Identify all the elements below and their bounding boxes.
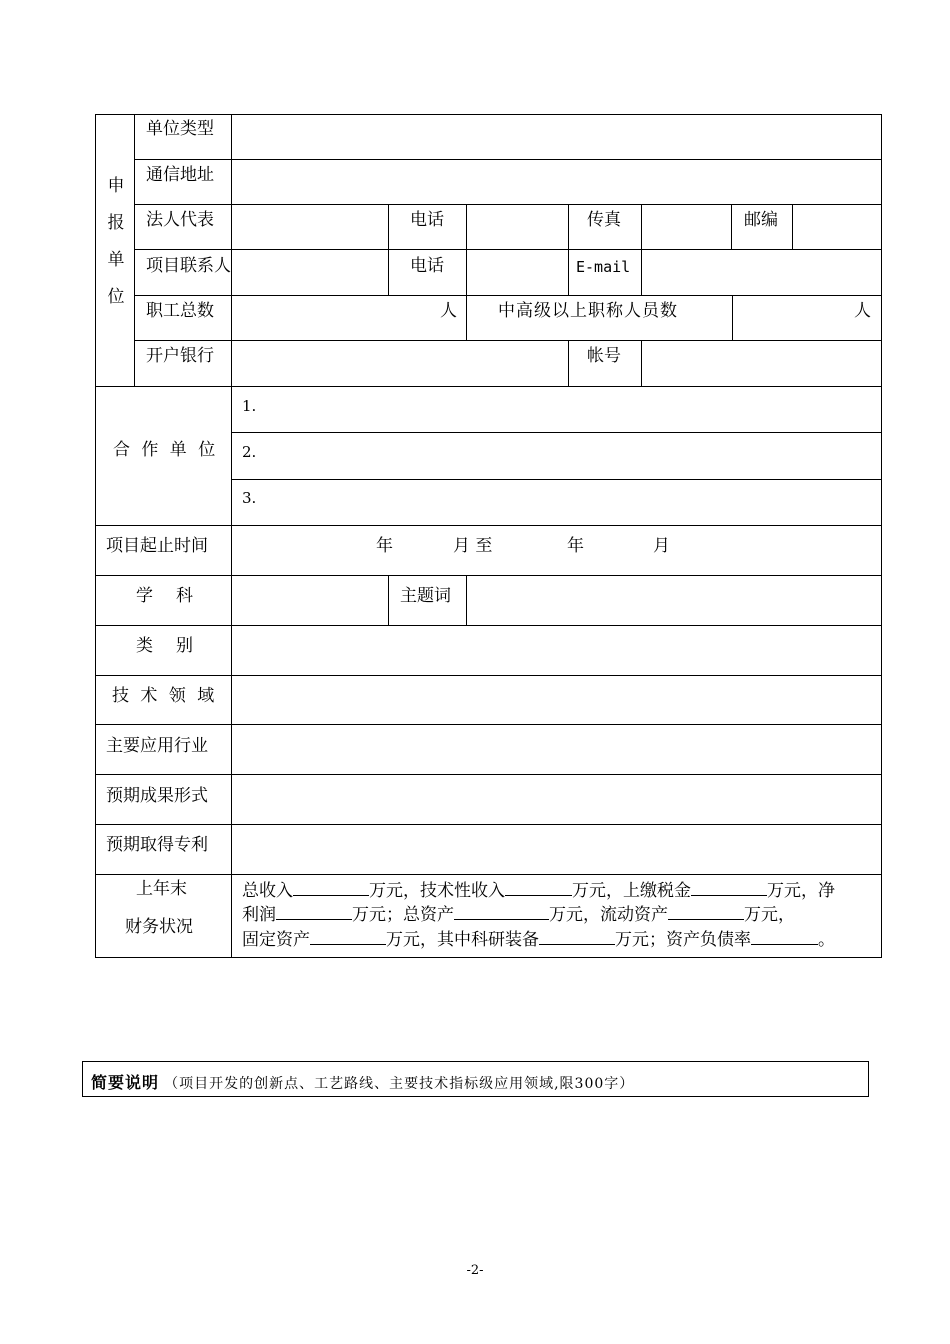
rule [95, 386, 881, 387]
rule [95, 525, 881, 526]
finance-text: 万元；总资产 [352, 905, 454, 925]
senior-staff-label: 中高级以上职称人员数 [498, 301, 678, 321]
group-char: 报 [107, 213, 125, 233]
postcode-label: 邮编 [744, 210, 778, 230]
applicant-group-label [106, 176, 126, 324]
rule [95, 824, 881, 825]
group-char: 申 [107, 176, 125, 196]
blank-field[interactable] [454, 903, 549, 920]
blank-field[interactable] [539, 928, 615, 945]
rule [95, 874, 881, 875]
rule [95, 625, 881, 626]
year-unit: 年 [567, 536, 584, 556]
rule [641, 204, 642, 295]
partner-item: 2. [242, 443, 257, 461]
rule [134, 249, 881, 250]
phone-label: 电话 [410, 210, 444, 230]
blank-field[interactable] [751, 928, 818, 945]
person-unit: 人 [440, 301, 457, 321]
rule [231, 114, 232, 957]
discipline-label: 学 科 [136, 586, 196, 606]
rule [95, 575, 881, 576]
person-unit: 人 [854, 301, 871, 321]
finance-text: 万元，其中科研装备 [386, 930, 539, 950]
rule [134, 295, 881, 296]
brief-note: （项目开发的创新点、工艺路线、主要技术指标级应用领域,限300字） [164, 1076, 635, 1092]
finance-label: 财务状况 [125, 917, 193, 937]
finance-text: 固定资产 [242, 930, 310, 950]
rule [792, 204, 793, 249]
finance-line-3 [242, 928, 835, 950]
finance-text: 利润 [242, 905, 276, 925]
fax-label: 传真 [587, 210, 621, 230]
blank-field[interactable] [293, 879, 369, 896]
blank-field[interactable] [668, 903, 744, 920]
tech-field-label: 技 术 领 域 [112, 686, 218, 706]
keywords-label: 主题词 [400, 586, 451, 606]
group-char: 单 [107, 250, 125, 270]
finance-label: 上年末 [136, 879, 187, 899]
partners-label: 合 作 单 位 [113, 440, 219, 460]
brief-description-box [82, 1061, 869, 1097]
address-label: 通信地址 [146, 165, 214, 185]
finance-text: 万元，流动资产 [549, 905, 668, 925]
rule [731, 204, 732, 249]
rule [466, 575, 467, 625]
period-label: 项目起止时间 [106, 536, 208, 556]
blank-field[interactable] [276, 903, 352, 920]
rule [388, 204, 389, 295]
outcome-label: 预期成果形式 [106, 786, 208, 806]
rule [732, 295, 733, 340]
brief-header [91, 1070, 634, 1093]
staff-total-label: 职工总数 [146, 301, 214, 321]
finance-text: 万元， [744, 905, 795, 925]
month-unit: 月 [653, 536, 670, 556]
rule [568, 204, 569, 295]
brief-title: 简要说明 [91, 1073, 160, 1092]
finance-text: 万元；资产负债率 [615, 930, 751, 950]
rule [95, 724, 881, 725]
rule [232, 432, 881, 433]
contact-label: 项目联系人 [146, 256, 231, 276]
industry-label: 主要应用行业 [106, 736, 208, 756]
rule [134, 340, 881, 341]
rule [95, 774, 881, 775]
account-label: 帐号 [587, 346, 621, 366]
rule [568, 340, 569, 386]
email-label: E-mail [576, 258, 631, 276]
blank-field[interactable] [505, 879, 572, 896]
group-char: 位 [107, 287, 125, 307]
rule [134, 204, 881, 205]
finance-text: 万元，上缴税金 [572, 881, 691, 901]
finance-text: 万元，净 [767, 881, 835, 901]
blank-field[interactable] [691, 879, 767, 896]
finance-line-1 [242, 879, 835, 901]
rule [641, 340, 642, 386]
rule [466, 204, 467, 340]
unit-type-label: 单位类型 [146, 119, 214, 139]
year-unit: 年 [376, 536, 393, 556]
finance-text: 总收入 [242, 881, 293, 901]
month-to: 月 至 [453, 536, 493, 556]
finance-text: 万元，技术性收入 [369, 881, 505, 901]
rule [134, 114, 135, 386]
rule [388, 575, 389, 625]
rule [134, 159, 881, 160]
partner-item: 1. [242, 397, 257, 415]
page-number: -2- [466, 1263, 484, 1278]
partner-item: 3. [242, 489, 257, 507]
finance-line-2 [242, 903, 795, 925]
finance-text: 。 [818, 930, 835, 950]
bank-label: 开户银行 [146, 346, 214, 366]
rule [232, 479, 881, 480]
phone-label: 电话 [410, 256, 444, 276]
category-label: 类 别 [136, 636, 196, 656]
patent-label: 预期取得专利 [106, 835, 208, 855]
rule [95, 675, 881, 676]
blank-field[interactable] [310, 928, 386, 945]
legal-rep-label: 法人代表 [146, 210, 214, 230]
